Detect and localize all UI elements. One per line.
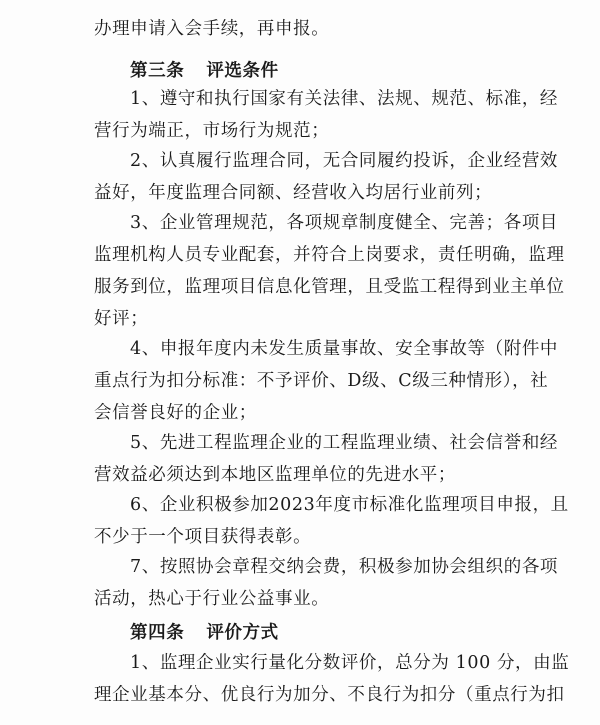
paragraph-line: 活动，热心于行业公益事业。 xyxy=(94,589,330,609)
article-4-title: 评价方式 xyxy=(206,623,279,643)
paragraph-line: 重点行为扣分标准：不予评价、D级、C级三种情形），社 xyxy=(94,371,549,391)
paragraph-line: 6、企业积极参加2023年度市标准化监理项目申报，且 xyxy=(130,495,569,515)
paragraph-line: 营效益必须达到本地区监理单位的先进水平； xyxy=(94,465,456,485)
article-4-number: 第四条 xyxy=(130,623,185,643)
paragraph-line: 3、企业管理规范，各项规章制度健全、完善；各项目 xyxy=(130,213,559,233)
article-3-number: 第三条 xyxy=(130,61,185,81)
article-4-heading xyxy=(130,622,279,644)
paragraph-line: 5、先进工程监理企业的工程监理业绩、社会信誉和经 xyxy=(130,433,559,453)
paragraph-line: 1、监理企业实行量化分数评价，总分为 100 分，由监 xyxy=(130,653,570,673)
paragraph-line: 办理申请入会手续，再申报。 xyxy=(94,19,330,39)
paragraph-line: 不少于一个项目获得表彰。 xyxy=(94,527,312,547)
paragraph-line: 2、认真履行监理合同，无合同履约投诉，企业经营效 xyxy=(130,151,559,171)
paragraph-line: 服务到位，监理项目信息化管理，且受监工程得到业主单位 xyxy=(94,277,565,297)
paragraph-line: 7、按照协会章程交纳会费，积极参加协会组织的各项 xyxy=(130,557,559,577)
article-3-title: 评选条件 xyxy=(206,61,279,81)
paragraph-line: 益好，年度监理合同额、经营收入均居行业前列； xyxy=(94,183,493,203)
paragraph-line: 监理机构人员专业配套，并符合上岗要求，责任明确，监理 xyxy=(94,245,565,265)
paragraph-line: 会信誉良好的企业； xyxy=(94,403,257,423)
paragraph-line: 好评； xyxy=(94,309,149,329)
paragraph-line: 营行为端正，市场行为规范； xyxy=(94,121,330,141)
paragraph-line: 4、申报年度内未发生质量事故、安全事故等（附件中 xyxy=(130,339,559,359)
article-3-heading xyxy=(130,60,279,82)
paragraph-line: 1、遵守和执行国家有关法律、法规、规范、标准，经 xyxy=(130,89,559,109)
paragraph-line: 理企业基本分、优良行为加分、不良行为扣分（重点行为扣 xyxy=(94,685,565,705)
